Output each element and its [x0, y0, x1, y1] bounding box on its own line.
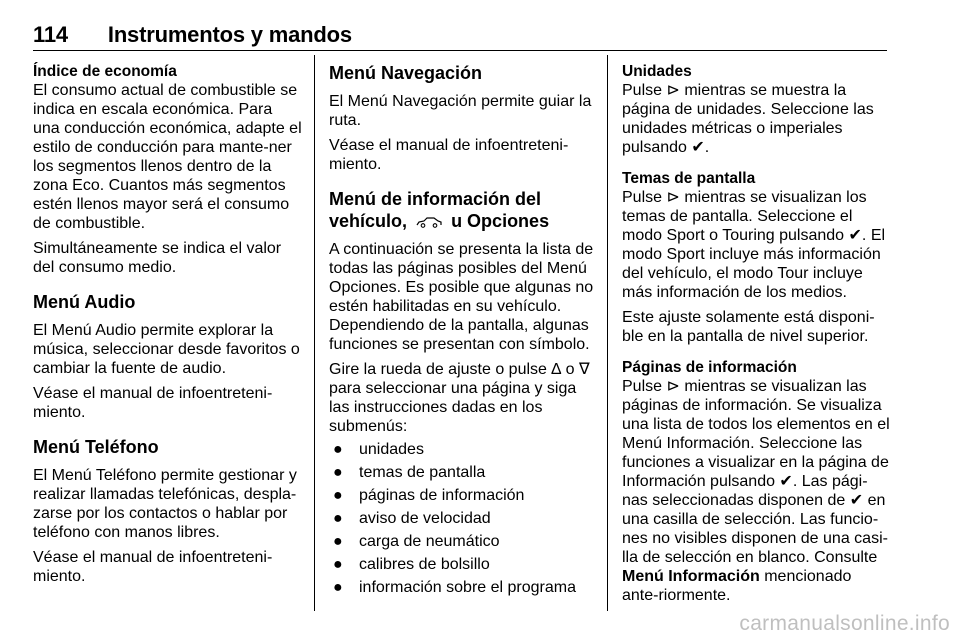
audio-menu-reference: Véase el manual de infoentreteni-miento.: [33, 385, 273, 421]
submenu-list-label: páginas de información: [359, 487, 525, 504]
submenu-list-label: información sobre el programa: [359, 579, 576, 596]
column-3: [622, 62, 892, 605]
units-heading: Unidades: [622, 63, 692, 80]
header-rule: [33, 50, 887, 51]
submenu-list: [329, 440, 595, 597]
watermark: carmanualsonline.info: [739, 612, 950, 635]
phone-menu-reference: Véase el manual de infoentreteni-miento.: [33, 549, 273, 585]
info-menu-reference: Menú Información: [622, 568, 760, 585]
column-2: [329, 62, 595, 601]
bullet-icon: ●: [333, 441, 343, 458]
submenu-list-item: [329, 463, 595, 482]
page-title: Instrumentos y mandos: [107, 22, 352, 47]
themes-text: Pulse ⊳ mientras se visualizan los temas de pantalla. Seleccione el modo Sport o Touring pulsando ✔. El modo Sport incluye más información del vehículo, el modo Tour incluye más información de los medios.: [622, 189, 886, 301]
economy-index-heading: Índice de economía: [33, 63, 177, 80]
bullet-icon: ●: [333, 533, 343, 550]
vehicle-info-menu-heading: [329, 188, 595, 232]
submenu-list-label: temas de pantalla: [359, 464, 486, 481]
submenu-list-item: [329, 532, 595, 551]
column-1: [33, 62, 303, 586]
economy-index-text: El consumo actual de combustible se indica en escala económica. Para una conducción económica, adapte el estilo de conducción para mante-ner los segmentos llenos dentro de la zona Eco. Cuantos más segmentos estén llenos mayor será el consumo de combustible.: [33, 82, 302, 232]
column-divider-2: [607, 55, 608, 611]
submenu-list-item: [329, 578, 595, 597]
column-divider-1: [314, 55, 315, 611]
audio-menu-heading: Menú Audio: [33, 292, 136, 312]
vehicle-info-heading-line2b: u Opciones: [451, 211, 550, 231]
phone-menu-heading: Menú Teléfono: [33, 437, 159, 457]
bullet-icon: ●: [333, 556, 343, 573]
submenu-list-item: [329, 440, 595, 459]
economy-index-note: Simultáneamente se indica el valor del consumo medio.: [33, 240, 282, 276]
submenu-list-item: [329, 555, 595, 574]
page-header: [33, 22, 887, 48]
info-pages-body: Pulse ⊳ mientras se visualizan las páginas de información. Se visualiza una lista de todos los elementos en el Menú Información. Seleccione las funciones a visualizar en la página de Información pulsando ✔. Las pági-nas seleccionadas disponen de ✔ en una casilla de selección. Las funcio-nes no visibles disponen de una casi-lla de selección en blanco. Consulte: [622, 378, 890, 566]
vehicle-info-heading-line2a: vehículo,: [329, 211, 408, 231]
submenu-list-label: calibres de bolsillo: [359, 556, 490, 573]
navigation-menu-text: El Menú Navegación permite guiar la ruta.: [329, 93, 592, 129]
navigation-menu-heading: Menú Navegación: [329, 63, 483, 83]
submenu-list-item: [329, 486, 595, 505]
bullet-icon: ●: [333, 579, 343, 596]
submenu-list-label: carga de neumático: [359, 533, 500, 550]
bullet-icon: ●: [333, 510, 343, 527]
info-pages-text: [622, 377, 892, 605]
submenu-list-label: aviso de velocidad: [359, 510, 491, 527]
page-number: 114: [33, 22, 68, 47]
bullet-icon: ●: [333, 487, 343, 504]
navigation-menu-reference: Véase el manual de infoentreteni-miento.: [329, 137, 569, 173]
submenu-list-item: [329, 509, 595, 528]
info-pages-tail: mencionado ante-riormente.: [622, 568, 852, 604]
themes-heading: Temas de pantalla: [622, 170, 756, 187]
vehicle-info-heading-line1: Menú de información del: [329, 189, 542, 209]
vehicle-info-text: A continuación se presenta la lista de todas las páginas posibles del Menú Opciones. Es posible que algunas no estén habilitadas en su vehículo. Dependiendo de la pantalla, algunas funciones se presentan con símbolo.: [329, 241, 594, 353]
car-icon: [416, 216, 442, 228]
units-text: Pulse ⊳ mientras se muestra la página de unidades. Seleccione las unidades métricas o imperiales pulsando ✔.: [622, 82, 874, 156]
info-pages-heading: Páginas de información: [622, 359, 797, 376]
vehicle-info-instructions: Gire la rueda de ajuste o pulse ∆ o ∇ para seleccionar una página y siga las instrucciones dadas en los submenús:: [329, 361, 590, 435]
audio-menu-text: El Menú Audio permite explorar la música, seleccionar desde favoritos o cambiar la fuente de audio.: [33, 322, 300, 377]
bullet-icon: ●: [333, 464, 343, 481]
phone-menu-text: El Menú Teléfono permite gestionar y realizar llamadas telefónicas, despla-zarse por los contactos o hablar por teléfono con manos libres.: [33, 467, 297, 541]
submenu-list-label: unidades: [359, 441, 424, 458]
themes-note: Este ajuste solamente está disponi-ble en la pantalla de nivel superior.: [622, 309, 875, 345]
